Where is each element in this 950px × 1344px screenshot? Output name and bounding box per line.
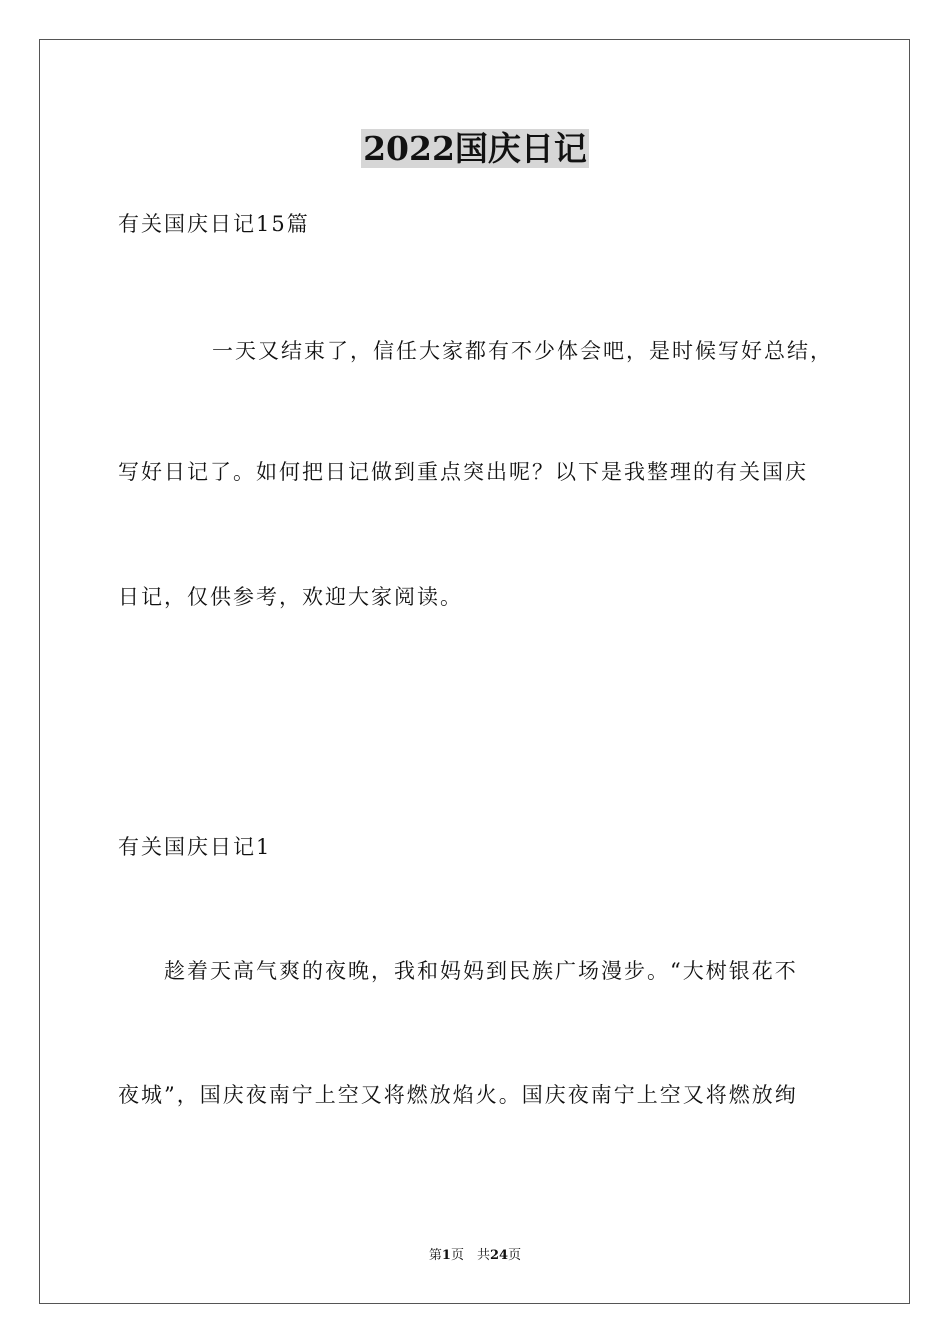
footer-current-page: 1 <box>441 1248 451 1263</box>
section-heading: 有关国庆日记1 <box>118 835 272 859</box>
footer-total-pages: 24 <box>489 1248 509 1263</box>
section-line-1: 趁着天高气爽的夜晚，我和妈妈到民族广场漫步。“大树银花不 <box>164 959 798 983</box>
document-title <box>0 124 950 174</box>
page-footer <box>0 1247 950 1265</box>
footer-prefix: 第 <box>428 1248 442 1263</box>
intro-line-1: 一天又结束了，信任大家都有不少体会吧，是时候写好总结， <box>212 339 833 363</box>
document-title-text: 2022国庆日记 <box>363 129 587 168</box>
intro-line-2: 写好日记了。如何把日记做到重点突出呢？以下是我整理的有关国庆 <box>118 460 808 484</box>
section-line-2: 夜城”，国庆夜南宁上空又将燃放焰火。国庆夜南宁上空又将燃放绚 <box>118 1083 798 1107</box>
footer-mid: 页 共 <box>450 1248 490 1263</box>
intro-line-3: 日记，仅供参考，欢迎大家阅读。 <box>118 585 463 609</box>
document-subtitle: 有关国庆日记15篇 <box>118 212 310 236</box>
footer-suffix: 页 <box>508 1248 522 1263</box>
